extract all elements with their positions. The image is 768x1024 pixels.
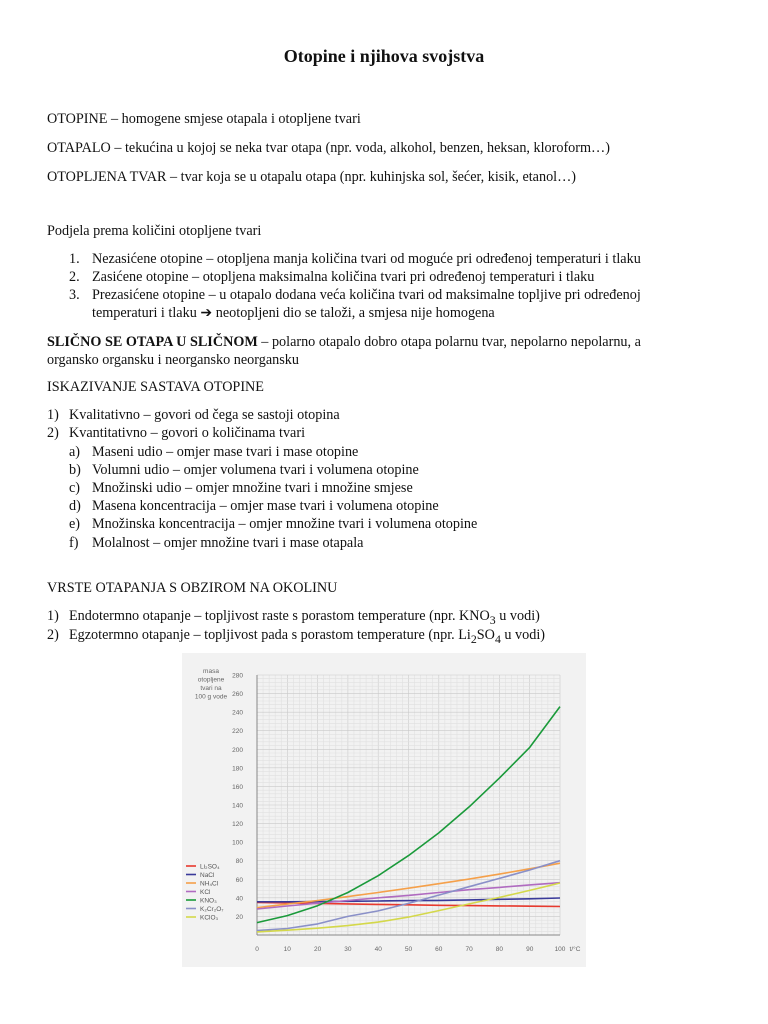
sublist-letter: c) <box>69 480 81 496</box>
solubility-chart-svg <box>182 653 586 967</box>
y-tick-label: 20 <box>235 913 243 921</box>
x-tick-label: 100 <box>554 946 566 953</box>
podjela-heading: Podjela prema količini otopljene tvari <box>47 223 262 239</box>
sublist-item: Molalnost – omjer množine tvari i mase otapala <box>92 535 364 551</box>
slicno-paragraph <box>47 334 641 350</box>
definition-text: – tekućina u kojoj se neka tvar otapa (npr. voda, alkohol, benzen, heksan, kloroform…) <box>110 140 610 156</box>
definition-term: OTAPALO <box>47 140 111 156</box>
y-tick-label: 160 <box>232 783 243 791</box>
solubility-chart <box>182 653 586 967</box>
legend-label: NH₄Cl <box>200 880 219 888</box>
definition-otapalo <box>47 140 610 156</box>
subscript: 2 <box>470 631 477 646</box>
y-tick-label: 80 <box>235 858 243 866</box>
legend-label: KCl <box>200 889 211 896</box>
x-tick-label: 80 <box>495 946 504 953</box>
list-item: Prezasićene otopine – u otapalo dodana veća količina tvari od maksimalne topljive pri određenoj <box>92 287 641 303</box>
y-tick-label: 100 <box>232 839 243 847</box>
list-item-text: Egzotermno otapanje – topljivost pada s porastom temperature (npr. Li <box>69 627 471 643</box>
y-tick-label: 180 <box>232 765 243 773</box>
y-tick-label: 220 <box>232 728 243 736</box>
x-tick-label: 60 <box>435 946 443 953</box>
list-number: 1. <box>69 251 80 267</box>
list-item-text: SO <box>476 627 495 643</box>
list-item-text: temperaturi i tlaku <box>92 305 201 321</box>
list-number: 1) <box>47 608 59 624</box>
sublist-letter: a) <box>69 444 81 460</box>
legend-label: K₂Cr₂O₇ <box>200 906 224 913</box>
definition-otopljena-tvar <box>47 169 576 185</box>
y-axis-label: masa otopljene tvari na 100 g vode <box>194 668 228 701</box>
sublist-item: Množinska koncentracija – omjer množine tvari i volumena otopine <box>92 516 478 532</box>
slicno-text: – polarno otapalo dobro otapa polarnu tvar, nepolarno nepolarnu, a <box>257 334 641 350</box>
y-tick-label: 60 <box>235 876 243 884</box>
list-item: Zasićene otopine – otopljena maksimalna količina tvari pri određenoj temperaturi i tlaku <box>92 269 595 285</box>
sublist-item: Volumni udio – omjer volumena tvari i volumena otopine <box>92 462 419 478</box>
arrow-icon: ➔ <box>200 305 213 321</box>
page-title: Otopine i njihova svojstva <box>283 46 485 66</box>
legend-label: NaCl <box>200 872 215 879</box>
y-tick-label: 260 <box>232 691 243 699</box>
x-tick-label: 50 <box>404 946 413 953</box>
definition-otopine <box>47 111 361 127</box>
list-item-egzotermno <box>69 627 545 647</box>
y-tick-label: 120 <box>232 821 243 829</box>
x-axis-unit: t/°C <box>569 946 581 953</box>
list-item-text: u vodi) <box>495 608 540 624</box>
x-tick-label: 10 <box>283 946 291 953</box>
list-item-continuation <box>92 305 495 321</box>
slicno-paragraph-line2: organsko organsku i neorgansko neorgansku <box>47 352 299 368</box>
list-number: 2) <box>47 425 59 441</box>
y-tick-label: 40 <box>235 895 243 903</box>
y-tick-label: 240 <box>232 709 243 717</box>
x-tick-label: 90 <box>526 946 534 953</box>
sublist-letter: f) <box>69 535 79 551</box>
sublist-item: Množinski udio – omjer množine tvari i množine smjese <box>92 480 413 496</box>
legend-label: KNO₃ <box>200 897 217 905</box>
list-item-text: Endotermno otapanje – topljivost raste s porastom temperature (npr. KNO <box>69 608 490 624</box>
x-tick-label: 30 <box>344 946 352 953</box>
definition-term: OTOPLJENA TVAR <box>47 169 167 185</box>
x-tick-label: 40 <box>374 946 382 953</box>
sublist-item: Masena koncentracija – omjer mase tvari i volumena otopine <box>92 498 439 514</box>
slicno-bold: SLIČNO SE OTAPA U SLIČNOM <box>47 334 258 350</box>
list-number: 1) <box>47 407 59 423</box>
legend-label: Li₂SO₄ <box>200 863 220 871</box>
definition-text: – tvar koja se u otapalu otapa (npr. kuhinjska sol, šećer, kisik, etanol…) <box>166 169 577 185</box>
x-tick-label: 70 <box>465 946 473 953</box>
list-item-endotermno <box>69 608 540 628</box>
list-item-text: neotopljeni dio se taloži, a smjesa nije homogena <box>212 305 495 321</box>
list-item: Nezasićene otopine – otopljena manja količina tvari od moguće pri određenoj temperaturi i tlaku <box>92 251 641 267</box>
y-tick-label: 280 <box>232 672 243 680</box>
list-item: Kvalitativno – govori od čega se sastoji otopina <box>69 407 340 423</box>
subscript: 4 <box>494 631 501 646</box>
sublist-letter: b) <box>69 462 81 478</box>
list-item-text: u vodi) <box>500 627 545 643</box>
list-item: Kvantitativno – govori o količinama tvari <box>69 425 306 441</box>
y-tick-label: 140 <box>232 802 243 810</box>
list-number: 3. <box>69 287 80 303</box>
list-number: 2. <box>69 269 80 285</box>
sublist-letter: d) <box>69 498 81 514</box>
y-tick-label: 200 <box>232 746 243 754</box>
definition-text: – homogene smjese otapala i otopljene tvari <box>107 111 361 127</box>
iskazivanje-heading: ISKAZIVANJE SASTAVA OTOPINE <box>47 379 264 395</box>
legend-label: KClO₃ <box>200 914 219 922</box>
x-tick-label: 20 <box>313 946 322 953</box>
definition-term: OTOPINE <box>47 111 108 127</box>
sublist-item: Maseni udio – omjer mase tvari i mase otopine <box>92 444 359 460</box>
subscript: 3 <box>489 612 496 627</box>
vrste-heading: VRSTE OTAPANJA S OBZIROM NA OKOLINU <box>47 580 338 596</box>
sublist-letter: e) <box>69 516 81 532</box>
x-tick-label: 0 <box>255 946 259 953</box>
list-number: 2) <box>47 627 59 643</box>
